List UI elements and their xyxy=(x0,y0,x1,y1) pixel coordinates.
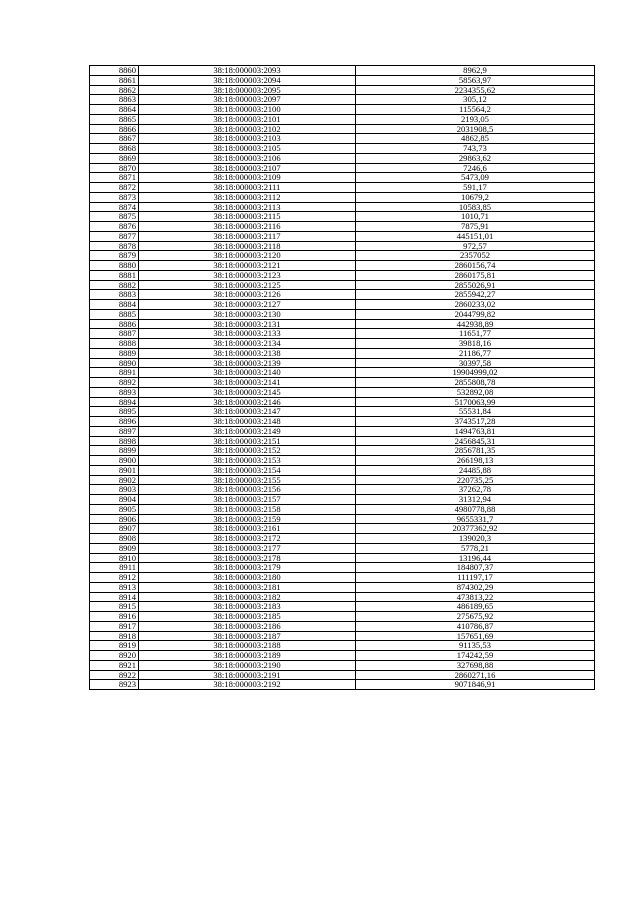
table-row xyxy=(90,329,595,339)
value-cell: 2860156,74 xyxy=(356,261,595,271)
table-row xyxy=(90,173,595,183)
value-cell: 58563,97 xyxy=(356,75,595,85)
value-cell: 473813,22 xyxy=(356,592,595,602)
table-row xyxy=(90,153,595,163)
cadastral-number-cell: 38:18:000003:2116 xyxy=(139,222,356,232)
table-row xyxy=(90,85,595,95)
value-cell: 442938,89 xyxy=(356,319,595,329)
row-number-cell: 8878 xyxy=(90,241,139,251)
cadastral-number-cell: 38:18:000003:2181 xyxy=(139,582,356,592)
row-number-cell: 8860 xyxy=(90,66,139,76)
cadastral-number-cell: 38:18:000003:2149 xyxy=(139,426,356,436)
table-row xyxy=(90,241,595,251)
row-number-cell: 8895 xyxy=(90,407,139,417)
row-number-cell: 8885 xyxy=(90,309,139,319)
row-number-cell: 8877 xyxy=(90,231,139,241)
cadastral-number-cell: 38:18:000003:2107 xyxy=(139,163,356,173)
row-number-cell: 8867 xyxy=(90,134,139,144)
table-row xyxy=(90,407,595,417)
row-number-cell: 8920 xyxy=(90,651,139,661)
cadastral-number-cell: 38:18:000003:2115 xyxy=(139,212,356,222)
row-number-cell: 8882 xyxy=(90,280,139,290)
cadastral-number-cell: 38:18:000003:2185 xyxy=(139,612,356,622)
value-cell: 743,73 xyxy=(356,144,595,154)
table-row xyxy=(90,66,595,76)
value-cell: 20377362,92 xyxy=(356,524,595,534)
value-cell: 2860175,81 xyxy=(356,270,595,280)
value-cell: 220735,25 xyxy=(356,475,595,485)
table-row xyxy=(90,183,595,193)
table-row xyxy=(90,231,595,241)
table-row xyxy=(90,387,595,397)
value-cell: 2193,05 xyxy=(356,114,595,124)
value-cell: 39818,16 xyxy=(356,339,595,349)
cadastral-number-cell: 38:18:000003:2178 xyxy=(139,553,356,563)
row-number-cell: 8915 xyxy=(90,602,139,612)
table-row xyxy=(90,163,595,173)
cadastral-number-cell: 38:18:000003:2100 xyxy=(139,105,356,115)
value-cell: 13196,44 xyxy=(356,553,595,563)
value-cell: 327698,88 xyxy=(356,660,595,670)
cadastral-number-cell: 38:18:000003:2186 xyxy=(139,621,356,631)
cadastral-number-cell: 38:18:000003:2095 xyxy=(139,85,356,95)
value-cell: 591,17 xyxy=(356,183,595,193)
table-row xyxy=(90,397,595,407)
cadastral-number-cell: 38:18:000003:2134 xyxy=(139,339,356,349)
cadastral-number-cell: 38:18:000003:2159 xyxy=(139,514,356,524)
row-number-cell: 8916 xyxy=(90,612,139,622)
row-number-cell: 8874 xyxy=(90,202,139,212)
table-row xyxy=(90,309,595,319)
table-row xyxy=(90,475,595,485)
row-number-cell: 8910 xyxy=(90,553,139,563)
cadastral-number-cell: 38:18:000003:2189 xyxy=(139,651,356,661)
row-number-cell: 8901 xyxy=(90,465,139,475)
value-cell: 7246,6 xyxy=(356,163,595,173)
cadastral-number-cell: 38:18:000003:2139 xyxy=(139,358,356,368)
table-row xyxy=(90,592,595,602)
table-row xyxy=(90,192,595,202)
cadastral-number-cell: 38:18:000003:2101 xyxy=(139,114,356,124)
cadastral-number-cell: 38:18:000003:2097 xyxy=(139,95,356,105)
row-number-cell: 8865 xyxy=(90,114,139,124)
row-number-cell: 8912 xyxy=(90,573,139,583)
row-number-cell: 8887 xyxy=(90,329,139,339)
table-row xyxy=(90,485,595,495)
value-cell: 184807,37 xyxy=(356,563,595,573)
cadastral-number-cell: 38:18:000003:2118 xyxy=(139,241,356,251)
table-row xyxy=(90,124,595,134)
table-row xyxy=(90,368,595,378)
table-row xyxy=(90,495,595,505)
cadastral-number-cell: 38:18:000003:2151 xyxy=(139,436,356,446)
table-row xyxy=(90,524,595,534)
table-row xyxy=(90,543,595,553)
table-row xyxy=(90,602,595,612)
cadastral-number-cell: 38:18:000003:2127 xyxy=(139,300,356,310)
value-cell: 2860233,02 xyxy=(356,300,595,310)
value-cell: 266198,13 xyxy=(356,456,595,466)
value-cell: 305,12 xyxy=(356,95,595,105)
cadastral-number-cell: 38:18:000003:2182 xyxy=(139,592,356,602)
value-cell: 2855808,78 xyxy=(356,378,595,388)
table-row xyxy=(90,114,595,124)
row-number-cell: 8914 xyxy=(90,592,139,602)
table-row xyxy=(90,300,595,310)
cadastral-value-table xyxy=(89,65,595,690)
value-cell: 29863,62 xyxy=(356,153,595,163)
cadastral-number-cell: 38:18:000003:2112 xyxy=(139,192,356,202)
cadastral-number-cell: 38:18:000003:2123 xyxy=(139,270,356,280)
value-cell: 19904999,02 xyxy=(356,368,595,378)
cadastral-number-cell: 38:18:000003:2105 xyxy=(139,144,356,154)
table-row xyxy=(90,134,595,144)
value-cell: 115564,2 xyxy=(356,105,595,115)
value-cell: 139020,3 xyxy=(356,534,595,544)
row-number-cell: 8894 xyxy=(90,397,139,407)
cadastral-number-cell: 38:18:000003:2113 xyxy=(139,202,356,212)
value-cell: 9071846,91 xyxy=(356,680,595,690)
value-cell: 874302,29 xyxy=(356,582,595,592)
row-number-cell: 8883 xyxy=(90,290,139,300)
cadastral-number-cell: 38:18:000003:2109 xyxy=(139,173,356,183)
value-cell: 11651,77 xyxy=(356,329,595,339)
row-number-cell: 8880 xyxy=(90,261,139,271)
row-number-cell: 8873 xyxy=(90,192,139,202)
value-cell: 4862,85 xyxy=(356,134,595,144)
row-number-cell: 8919 xyxy=(90,641,139,651)
table-row xyxy=(90,436,595,446)
table-row xyxy=(90,95,595,105)
table-row xyxy=(90,651,595,661)
row-number-cell: 8908 xyxy=(90,534,139,544)
row-number-cell: 8918 xyxy=(90,631,139,641)
value-cell: 5170063,99 xyxy=(356,397,595,407)
cadastral-number-cell: 38:18:000003:2140 xyxy=(139,368,356,378)
row-number-cell: 8876 xyxy=(90,222,139,232)
cadastral-number-cell: 38:18:000003:2138 xyxy=(139,348,356,358)
table-row xyxy=(90,563,595,573)
table-row xyxy=(90,680,595,690)
value-cell: 972,57 xyxy=(356,241,595,251)
cadastral-number-cell: 38:18:000003:2117 xyxy=(139,231,356,241)
value-cell: 30397,58 xyxy=(356,358,595,368)
cadastral-number-cell: 38:18:000003:2126 xyxy=(139,290,356,300)
row-number-cell: 8886 xyxy=(90,319,139,329)
value-cell: 8962,9 xyxy=(356,66,595,76)
cadastral-number-cell: 38:18:000003:2161 xyxy=(139,524,356,534)
cadastral-number-cell: 38:18:000003:2156 xyxy=(139,485,356,495)
table-row xyxy=(90,660,595,670)
row-number-cell: 8917 xyxy=(90,621,139,631)
row-number-cell: 8863 xyxy=(90,95,139,105)
table-row xyxy=(90,621,595,631)
table-row xyxy=(90,339,595,349)
value-cell: 91135,53 xyxy=(356,641,595,651)
row-number-cell: 8891 xyxy=(90,368,139,378)
table-row xyxy=(90,270,595,280)
value-cell: 9655331,7 xyxy=(356,514,595,524)
row-number-cell: 8893 xyxy=(90,387,139,397)
cadastral-number-cell: 38:18:000003:2103 xyxy=(139,134,356,144)
cadastral-number-cell: 38:18:000003:2148 xyxy=(139,417,356,427)
row-number-cell: 8898 xyxy=(90,436,139,446)
value-cell: 10583,85 xyxy=(356,202,595,212)
table-row xyxy=(90,553,595,563)
cadastral-number-cell: 38:18:000003:2147 xyxy=(139,407,356,417)
cadastral-number-cell: 38:18:000003:2154 xyxy=(139,465,356,475)
row-number-cell: 8870 xyxy=(90,163,139,173)
table-row xyxy=(90,417,595,427)
row-number-cell: 8869 xyxy=(90,153,139,163)
cadastral-number-cell: 38:18:000003:2106 xyxy=(139,153,356,163)
value-cell: 2855942,27 xyxy=(356,290,595,300)
table-row xyxy=(90,504,595,514)
value-cell: 31312,94 xyxy=(356,495,595,505)
table-row xyxy=(90,456,595,466)
cadastral-number-cell: 38:18:000003:2094 xyxy=(139,75,356,85)
row-number-cell: 8868 xyxy=(90,144,139,154)
cadastral-number-cell: 38:18:000003:2093 xyxy=(139,66,356,76)
row-number-cell: 8897 xyxy=(90,426,139,436)
table-row xyxy=(90,582,595,592)
row-number-cell: 8905 xyxy=(90,504,139,514)
row-number-cell: 8896 xyxy=(90,417,139,427)
cadastral-number-cell: 38:18:000003:2102 xyxy=(139,124,356,134)
cadastral-number-cell: 38:18:000003:2146 xyxy=(139,397,356,407)
value-cell: 2044799,82 xyxy=(356,309,595,319)
row-number-cell: 8861 xyxy=(90,75,139,85)
value-cell: 10679,2 xyxy=(356,192,595,202)
row-number-cell: 8890 xyxy=(90,358,139,368)
table-row xyxy=(90,378,595,388)
value-cell: 5778,21 xyxy=(356,543,595,553)
cadastral-number-cell: 38:18:000003:2172 xyxy=(139,534,356,544)
cadastral-number-cell: 38:18:000003:2157 xyxy=(139,495,356,505)
table-row xyxy=(90,534,595,544)
row-number-cell: 8906 xyxy=(90,514,139,524)
cadastral-number-cell: 38:18:000003:2177 xyxy=(139,543,356,553)
row-number-cell: 8913 xyxy=(90,582,139,592)
value-cell: 2234355,62 xyxy=(356,85,595,95)
row-number-cell: 8866 xyxy=(90,124,139,134)
table-row xyxy=(90,465,595,475)
value-cell: 111197,17 xyxy=(356,573,595,583)
table-row xyxy=(90,573,595,583)
row-number-cell: 8911 xyxy=(90,563,139,573)
cadastral-number-cell: 38:18:000003:2183 xyxy=(139,602,356,612)
value-cell: 55531,84 xyxy=(356,407,595,417)
table-row xyxy=(90,612,595,622)
row-number-cell: 8884 xyxy=(90,300,139,310)
row-number-cell: 8864 xyxy=(90,105,139,115)
value-cell: 2456845,31 xyxy=(356,436,595,446)
row-number-cell: 8871 xyxy=(90,173,139,183)
row-number-cell: 8888 xyxy=(90,339,139,349)
table-row xyxy=(90,290,595,300)
cadastral-number-cell: 38:18:000003:2192 xyxy=(139,680,356,690)
row-number-cell: 8904 xyxy=(90,495,139,505)
row-number-cell: 8902 xyxy=(90,475,139,485)
cadastral-number-cell: 38:18:000003:2188 xyxy=(139,641,356,651)
row-number-cell: 8899 xyxy=(90,446,139,456)
value-cell: 1010,71 xyxy=(356,212,595,222)
table-row xyxy=(90,251,595,261)
cadastral-number-cell: 38:18:000003:2191 xyxy=(139,670,356,680)
table-row xyxy=(90,514,595,524)
value-cell: 532892,08 xyxy=(356,387,595,397)
value-cell: 486189,65 xyxy=(356,602,595,612)
table-row xyxy=(90,348,595,358)
cadastral-number-cell: 38:18:000003:2141 xyxy=(139,378,356,388)
cadastral-number-cell: 38:18:000003:2187 xyxy=(139,631,356,641)
cadastral-number-cell: 38:18:000003:2125 xyxy=(139,280,356,290)
row-number-cell: 8875 xyxy=(90,212,139,222)
table-row xyxy=(90,670,595,680)
table-body xyxy=(90,66,595,690)
value-cell: 410786,87 xyxy=(356,621,595,631)
row-number-cell: 8862 xyxy=(90,85,139,95)
value-cell: 3743517,28 xyxy=(356,417,595,427)
table-row xyxy=(90,261,595,271)
cadastral-number-cell: 38:18:000003:2130 xyxy=(139,309,356,319)
row-number-cell: 8921 xyxy=(90,660,139,670)
row-number-cell: 8923 xyxy=(90,680,139,690)
value-cell: 2860271,16 xyxy=(356,670,595,680)
row-number-cell: 8903 xyxy=(90,485,139,495)
value-cell: 7875,91 xyxy=(356,222,595,232)
cadastral-number-cell: 38:18:000003:2145 xyxy=(139,387,356,397)
value-cell: 37262,78 xyxy=(356,485,595,495)
table-row xyxy=(90,426,595,436)
cadastral-number-cell: 38:18:000003:2111 xyxy=(139,183,356,193)
table-row xyxy=(90,358,595,368)
cadastral-number-cell: 38:18:000003:2180 xyxy=(139,573,356,583)
table-row xyxy=(90,202,595,212)
table-row xyxy=(90,212,595,222)
cadastral-number-cell: 38:18:000003:2153 xyxy=(139,456,356,466)
value-cell: 174242,59 xyxy=(356,651,595,661)
table-row xyxy=(90,446,595,456)
value-cell: 2031908,5 xyxy=(356,124,595,134)
cadastral-number-cell: 38:18:000003:2121 xyxy=(139,261,356,271)
cadastral-number-cell: 38:18:000003:2179 xyxy=(139,563,356,573)
row-number-cell: 8889 xyxy=(90,348,139,358)
row-number-cell: 8879 xyxy=(90,251,139,261)
row-number-cell: 8900 xyxy=(90,456,139,466)
value-cell: 2855026,91 xyxy=(356,280,595,290)
value-cell: 2357052 xyxy=(356,251,595,261)
table-row xyxy=(90,631,595,641)
value-cell: 157651,69 xyxy=(356,631,595,641)
cadastral-number-cell: 38:18:000003:2131 xyxy=(139,319,356,329)
value-cell: 5473,09 xyxy=(356,173,595,183)
table-row xyxy=(90,75,595,85)
value-cell: 4980778,88 xyxy=(356,504,595,514)
cadastral-number-cell: 38:18:000003:2152 xyxy=(139,446,356,456)
row-number-cell: 8892 xyxy=(90,378,139,388)
table-row xyxy=(90,641,595,651)
table-row xyxy=(90,144,595,154)
row-number-cell: 8909 xyxy=(90,543,139,553)
value-cell: 1494763,81 xyxy=(356,426,595,436)
row-number-cell: 8907 xyxy=(90,524,139,534)
value-cell: 2856781,35 xyxy=(356,446,595,456)
row-number-cell: 8881 xyxy=(90,270,139,280)
cadastral-number-cell: 38:18:000003:2158 xyxy=(139,504,356,514)
value-cell: 445151,01 xyxy=(356,231,595,241)
table-row xyxy=(90,105,595,115)
value-cell: 24485,88 xyxy=(356,465,595,475)
cadastral-number-cell: 38:18:000003:2190 xyxy=(139,660,356,670)
value-cell: 275675,92 xyxy=(356,612,595,622)
table-row xyxy=(90,280,595,290)
cadastral-number-cell: 38:18:000003:2155 xyxy=(139,475,356,485)
row-number-cell: 8872 xyxy=(90,183,139,193)
table-row xyxy=(90,222,595,232)
row-number-cell: 8922 xyxy=(90,670,139,680)
value-cell: 21186,77 xyxy=(356,348,595,358)
cadastral-number-cell: 38:18:000003:2133 xyxy=(139,329,356,339)
cadastral-number-cell: 38:18:000003:2120 xyxy=(139,251,356,261)
table-row xyxy=(90,319,595,329)
